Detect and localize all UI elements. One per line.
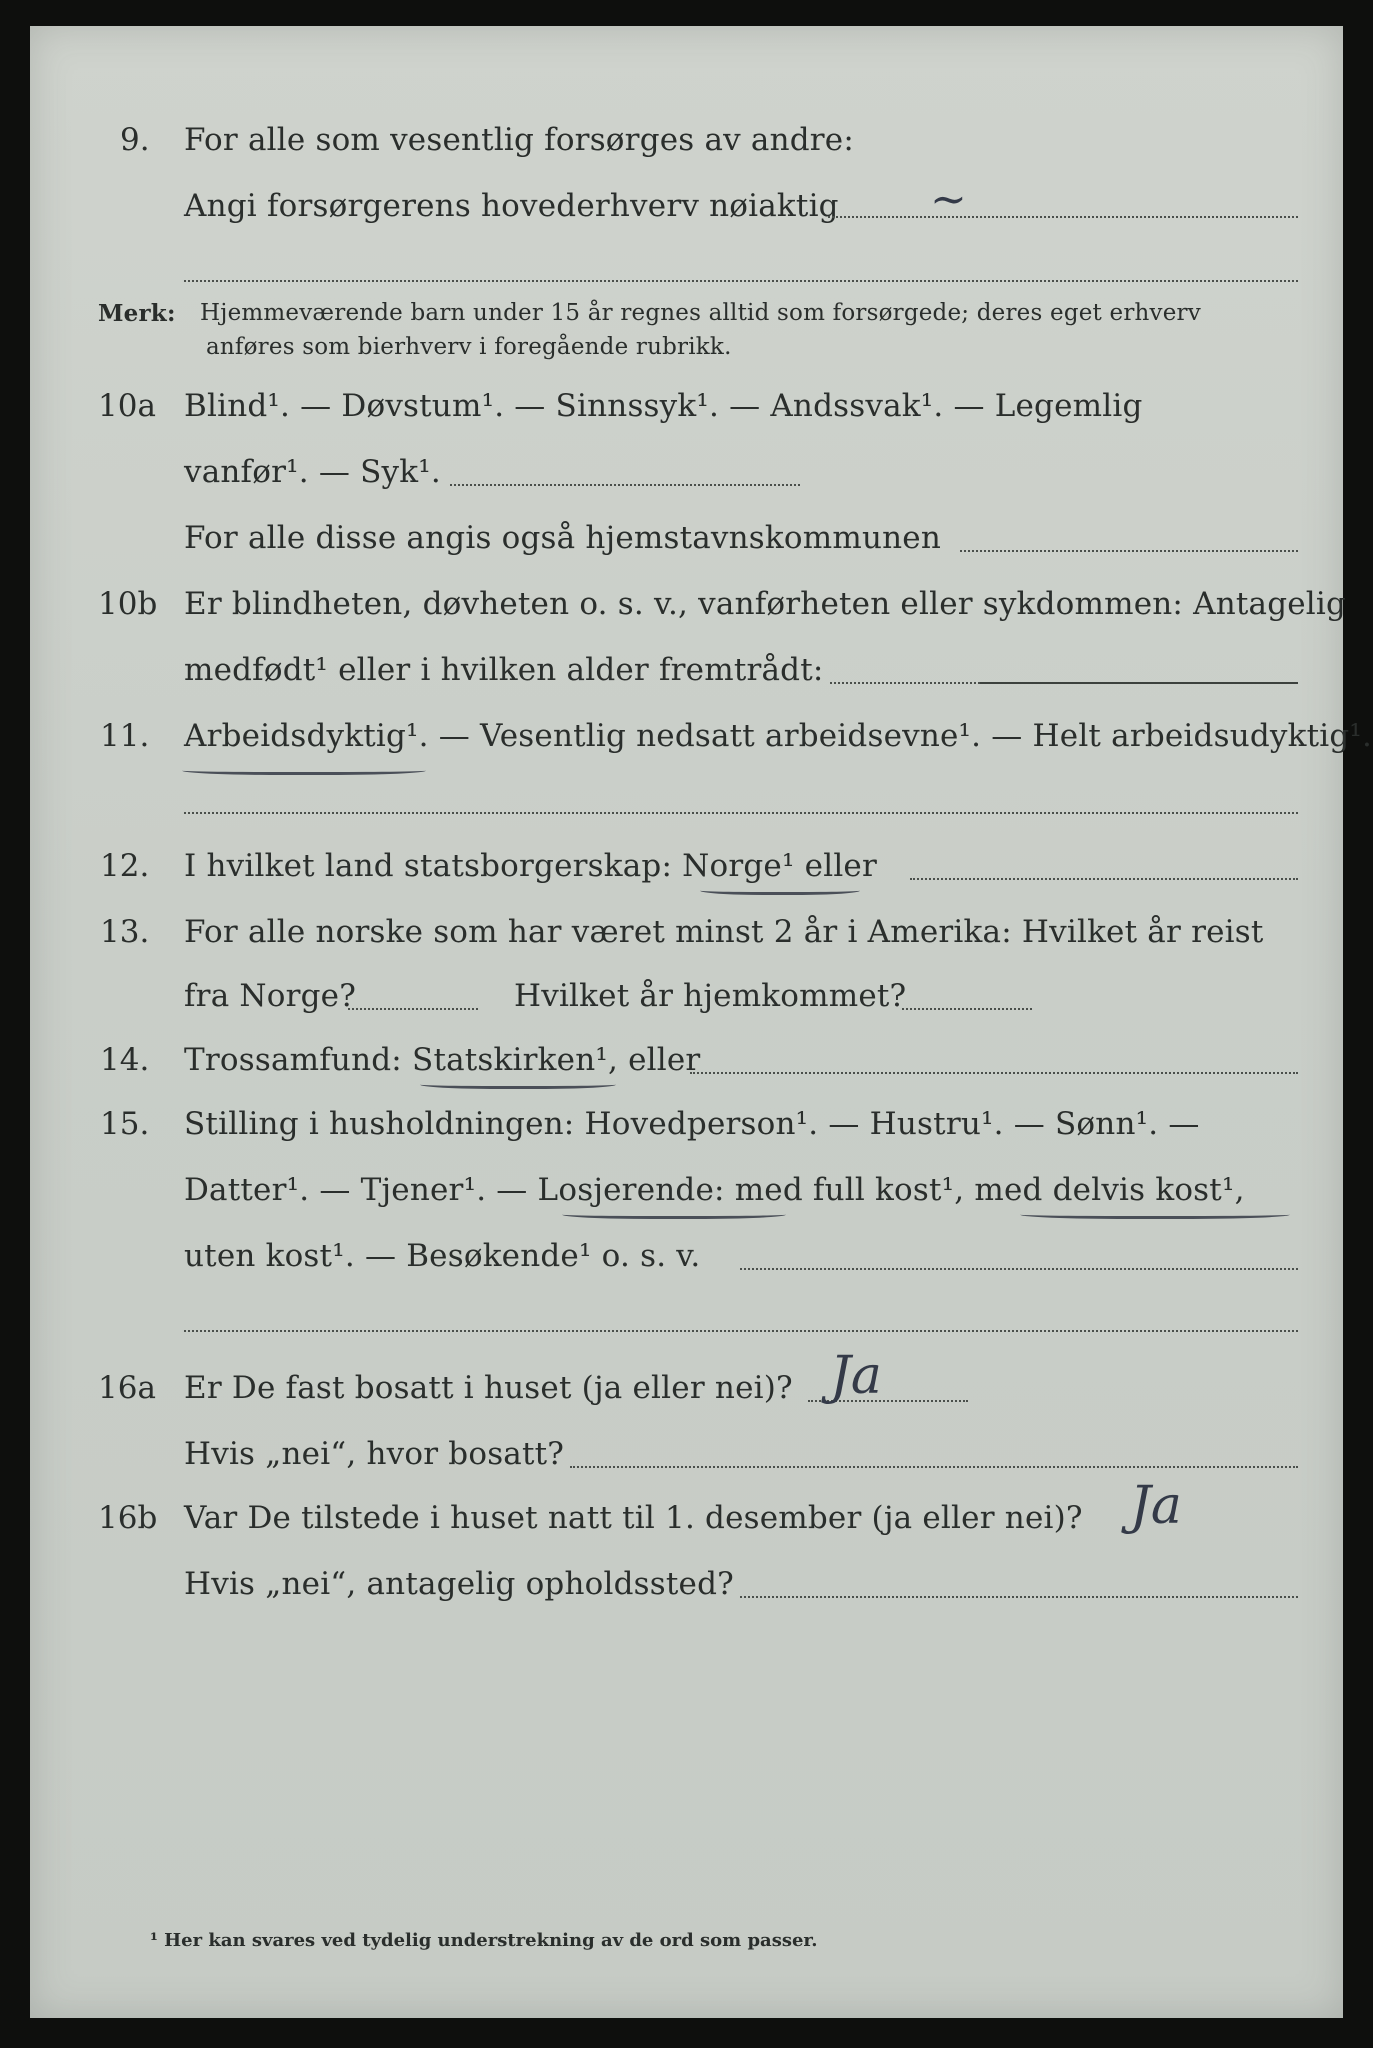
q10a-syk-answer-line xyxy=(450,484,800,486)
q10a-hjemstavn-answer-line xyxy=(960,550,1298,552)
q16b-line1: Var De tilstede i huset natt til 1. desember (ja eller nei)? xyxy=(184,1500,1083,1536)
q13-reist-answer-line xyxy=(348,1008,478,1010)
q10a-line1: Blind¹. — Døvstum¹. — Sinnssyk¹. — Andssvak¹. — Legemlig xyxy=(184,388,1143,424)
q16a-line2: Hvis „nei“, hvor bosatt? xyxy=(184,1436,565,1472)
q15-answer-line-2 xyxy=(184,1330,1298,1332)
q14-handwritten-underline xyxy=(420,1078,616,1089)
q13-number: 13. xyxy=(100,914,150,950)
q11-handwritten-underline xyxy=(182,764,426,775)
merk-line2: anføres som bierhverv i foregående rubrikk. xyxy=(206,334,732,360)
q11-answer-line xyxy=(184,812,1298,814)
q13-line2b: Hvilket år hjemkommet? xyxy=(514,978,907,1014)
q12-number: 12. xyxy=(100,848,150,884)
q10a-line3: For alle disse angis også hjemstavnskommunen xyxy=(184,520,941,556)
q13-line1: For alle norske som har været minst 2 år i Amerika: Hvilket år reist xyxy=(184,914,1264,950)
merk-line1: Hjemmeværende barn under 15 år regnes alltid som forsørgede; deres eget erhverv xyxy=(200,300,1201,326)
q10a-number: 10a xyxy=(98,388,156,424)
merk-label: Merk: xyxy=(98,300,176,327)
q9-answer-line-2 xyxy=(184,280,1298,282)
q12-line1: I hvilket land statsborgerskap: Norge¹ eller xyxy=(184,848,877,884)
q13-line2a: fra Norge? xyxy=(184,978,357,1014)
q16b-opholdssted-answer-line xyxy=(740,1596,1298,1598)
q12-handwritten-underline xyxy=(700,884,860,895)
q9-line2: Angi forsørgerens hovederhverv nøiaktig xyxy=(184,188,839,224)
q10a-line2: vanfør¹. — Syk¹. xyxy=(184,454,441,490)
q15-line1: Stilling i husholdningen: Hovedperson¹. — Hustru¹. — Sønn¹. — xyxy=(184,1106,1200,1142)
q9-handwritten-answer: ~ xyxy=(930,174,967,225)
q9-number: 9. xyxy=(120,122,150,158)
q15-answer-line xyxy=(740,1268,1298,1270)
q15-losjerende-underline xyxy=(562,1208,786,1219)
footnote: ¹ Her kan svares ved tydelig understrekning av de ord som passer. xyxy=(150,1930,818,1951)
q16b-handwritten-answer: Ja xyxy=(1130,1476,1182,1536)
q12-answer-line xyxy=(910,878,1298,880)
q11-number: 11. xyxy=(100,718,150,754)
census-form-page xyxy=(30,26,1373,2018)
q16a-number: 16a xyxy=(98,1370,156,1406)
q10b-number: 10b xyxy=(98,586,158,622)
q16a-line1: Er De fast bosatt i huset (ja eller nei)? xyxy=(184,1370,793,1406)
q10b-answer-line-dotted xyxy=(830,682,980,684)
q10b-answer-line-solid xyxy=(980,682,1298,684)
q14-number: 14. xyxy=(100,1042,150,1078)
q11-line1: Arbeidsdyktig¹. — Vesentlig nedsatt arbeidsevne¹. — Helt arbeidsudyktig¹. xyxy=(184,718,1373,754)
q15-line2: Datter¹. — Tjener¹. — Losjerende: med full kost¹, med delvis kost¹, xyxy=(184,1172,1245,1208)
q13-hjemkommet-answer-line xyxy=(902,1008,1032,1010)
q14-line1: Trossamfund: Statskirken¹, eller xyxy=(184,1042,701,1078)
q10b-line2: medfødt¹ eller i hvilken alder fremtrådt: xyxy=(184,652,824,688)
q15-delvis-kost-underline xyxy=(1020,1208,1290,1219)
q9-answer-line xyxy=(828,216,1298,218)
q15-line3: uten kost¹. — Besøkende¹ o. s. v. xyxy=(184,1238,701,1274)
q9-line1: For alle som vesentlig forsørges av andre: xyxy=(184,122,854,158)
q16a-handwritten-answer: Ja xyxy=(830,1346,882,1406)
q15-number: 15. xyxy=(100,1106,150,1142)
q16b-line2: Hvis „nei“, antagelig opholdssted? xyxy=(184,1566,734,1602)
q16b-number: 16b xyxy=(98,1500,158,1536)
q14-answer-line xyxy=(690,1072,1298,1074)
q16a-bosatt-answer-line xyxy=(570,1466,1298,1468)
q10b-line1: Er blindheten, døvheten o. s. v., vanførheten eller sykdommen: Antagelig xyxy=(184,586,1347,622)
